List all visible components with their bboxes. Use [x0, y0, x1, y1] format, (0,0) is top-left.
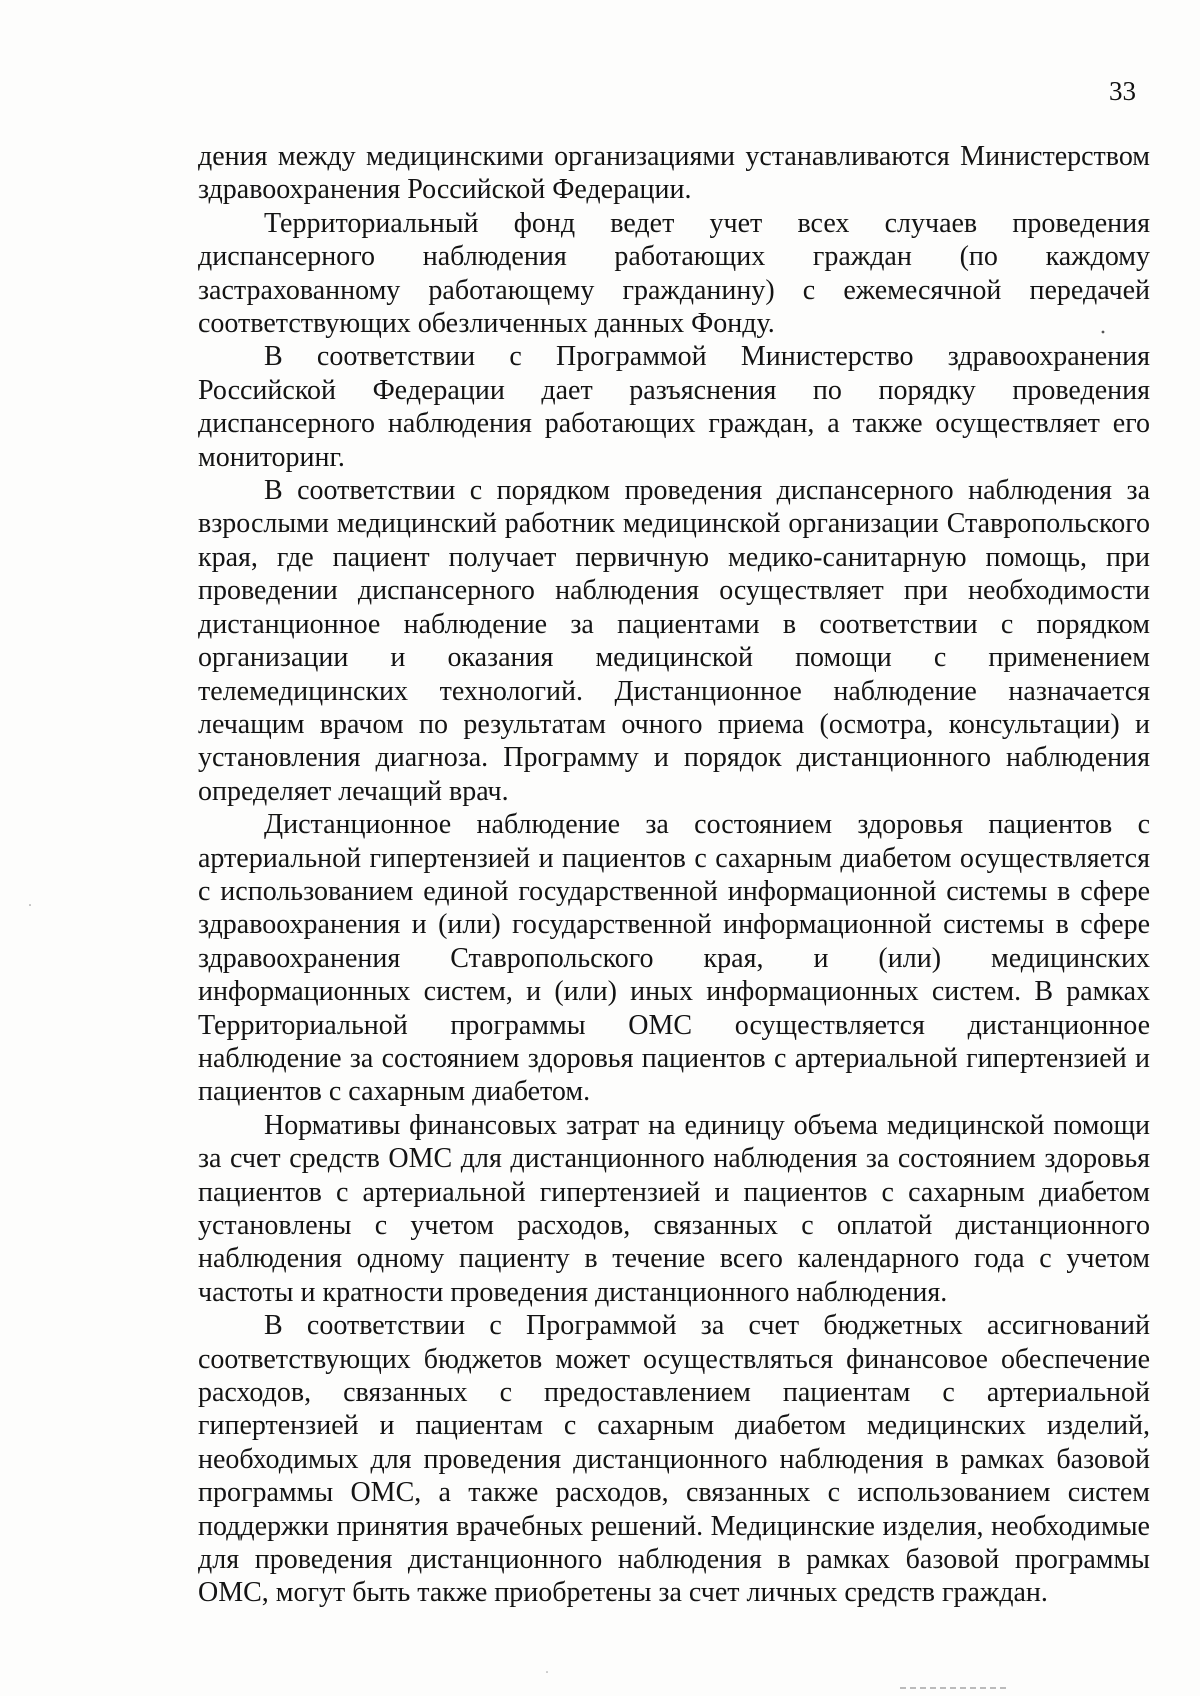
- scan-speck: [546, 1671, 548, 1673]
- paragraph-territorial-fund: Территориальный фонд ведет учет всех случаев проведения диспансерного наблюдения работающих граждан (по каждому застрахованному работающему гражданину) с ежемесячной передачей соответствующих обезличенных данных Фонду.: [198, 207, 1150, 340]
- paragraph-remote-monitoring-systems: Дистанционное наблюдение за состоянием здоровья пациентов с артериальной гипертензией и пациентов с сахарным диабетом осуществляется с использованием единой государственной информационной системы в сфере здравоохранения и (или) государственной информационной системы в сфере здравоохранения Ставропольского края, и (или) медицинских информационных систем, и (или) иных информационных систем. В рамках Территориальной программы ОМС осуществляется дистанционное наблюдение за состоянием здоровья пациентов с артериальной гипертензией и пациентов с сахарным диабетом.: [198, 809, 1150, 1108]
- page-number: 33: [1109, 76, 1136, 106]
- paragraph-remote-monitoring-procedure: В соответствии с порядком проведения диспансерного наблюдения за взрослыми медицинский работник медицинской организации Ставропольского края, где пациент получает первичную медико-санитарную помощь, при проведении диспансерного наблюдения осуществляет при необходимости дистанционное наблюдение за пациентами в соответствии с порядком организации и оказания медицинской помощи с применением телемедицинских технологий. Дистанционное наблюдение назначается лечащим врачом по результатам очного приема (осмотра, консультации) и установления диагноза. Программу и порядок дистанционного наблюдения определяет лечащий врач.: [198, 475, 1150, 807]
- paragraph-financial-standards: Нормативы финансовых затрат на единицу объема медицинской помощи за счет средств ОМС для дистанционного наблюдения за состоянием здоровья пациентов с артериальной гипертензией и пациентов с сахарным диабетом установлены с учетом расходов, связанных с оплатой дистанционного наблюдения одному пациенту в течение всего календарного года с учетом частоты и кратности проведения дистанционного наблюдения.: [198, 1109, 1150, 1308]
- paragraph-ministry-explanations: В соответствии с Программой Министерство здравоохранения Российской Федерации дает разъяснения по порядку проведения диспансерного наблюдения работающих граждан, а также осуществляет его мониторинг.: [198, 341, 1150, 473]
- document-body: [198, 140, 1150, 1610]
- scan-speck: [29, 904, 31, 906]
- paragraph-continuation: дения между медицинскими организациями устанавливаются Министерством здравоохранения Российской Федерации.: [198, 141, 1150, 206]
- paragraph-budget-allocations: В соответствии с Программой за счет бюджетных ассигнований соответствующих бюджетов может осуществляться финансовое обеспечение расходов, связанных с предоставлением пациентам с артериальной гипертензией и пациентам с сахарным диабетом медицинских изделий, необходимых для проведения дистанционного наблюдения в рамках базовой программы ОМС, а также расходов, связанных с использованием систем поддержки принятия врачебных решений. Медицинские изделия, необходимые для проведения дистанционного наблюдения в рамках базовой программы ОМС, могут быть также приобретены за счет личных средств граждан.: [198, 1310, 1150, 1609]
